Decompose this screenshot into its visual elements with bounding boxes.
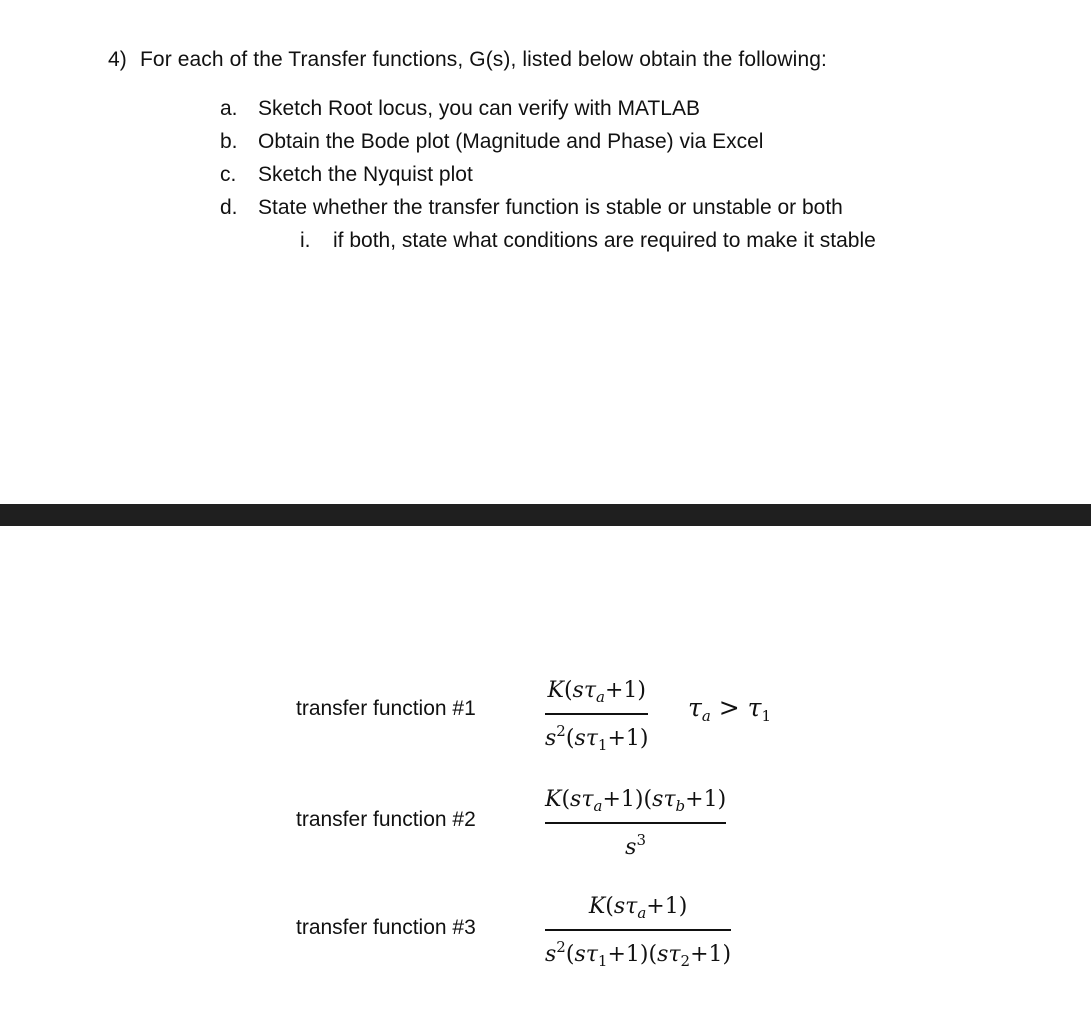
tf3-fraction [545, 892, 731, 976]
list-marker-c: c. [220, 163, 237, 186]
list-marker-b: b. [220, 130, 238, 153]
question-number: 4) [108, 48, 127, 71]
tf3-numerator: $K(s\tau_a+1)$ [588, 894, 688, 922]
tf2-denominator: $s^3$ [625, 831, 646, 860]
list-item-a [220, 97, 700, 121]
list-item-d-i [300, 229, 876, 253]
list-text-b: Obtain the Bode plot (Magnitude and Phase) via Excel [258, 130, 764, 153]
list-item-c [220, 163, 473, 187]
list-text-c: Sketch the Nyquist plot [258, 163, 473, 186]
tf1-label: transfer function #1 [296, 697, 476, 720]
question-text: For each of the Transfer functions, G(s), listed below obtain the following: [140, 48, 827, 71]
tf2-numerator: $K(s\tau_a+1)(s\tau_b+1)$ [545, 787, 727, 815]
question-heading [108, 48, 827, 72]
tf1-condition: $\tau_a > \tau_1$ [688, 693, 772, 725]
list-marker-a: a. [220, 97, 238, 120]
tf2-fraction-bar [545, 822, 726, 824]
tf1-fraction [545, 676, 648, 760]
tf3-fraction-bar [545, 929, 731, 931]
tf3-label: transfer function #3 [296, 916, 476, 939]
tf1-denominator: $s^2(s\tau_1+1)$ [545, 722, 649, 754]
tf2-fraction [545, 785, 726, 863]
page-divider-bar [0, 504, 1091, 526]
tf1-fraction-bar [545, 713, 648, 715]
list-item-b [220, 130, 763, 154]
list-marker-d: d. [220, 196, 238, 219]
list-item-d [220, 196, 843, 220]
list-text-a: Sketch Root locus, you can verify with MATLAB [258, 97, 700, 120]
tf1-numerator: $K(s\tau_a+1)$ [547, 678, 646, 706]
tf2-label: transfer function #2 [296, 808, 476, 831]
list-text-d: State whether the transfer function is stable or unstable or both [258, 196, 843, 219]
tf3-denominator: $s^2(s\tau_1+1)(s\tau_2+1)$ [545, 938, 732, 970]
list-marker-d-i: i. [300, 229, 311, 252]
list-text-d-i: if both, state what conditions are required to make it stable [333, 229, 876, 252]
